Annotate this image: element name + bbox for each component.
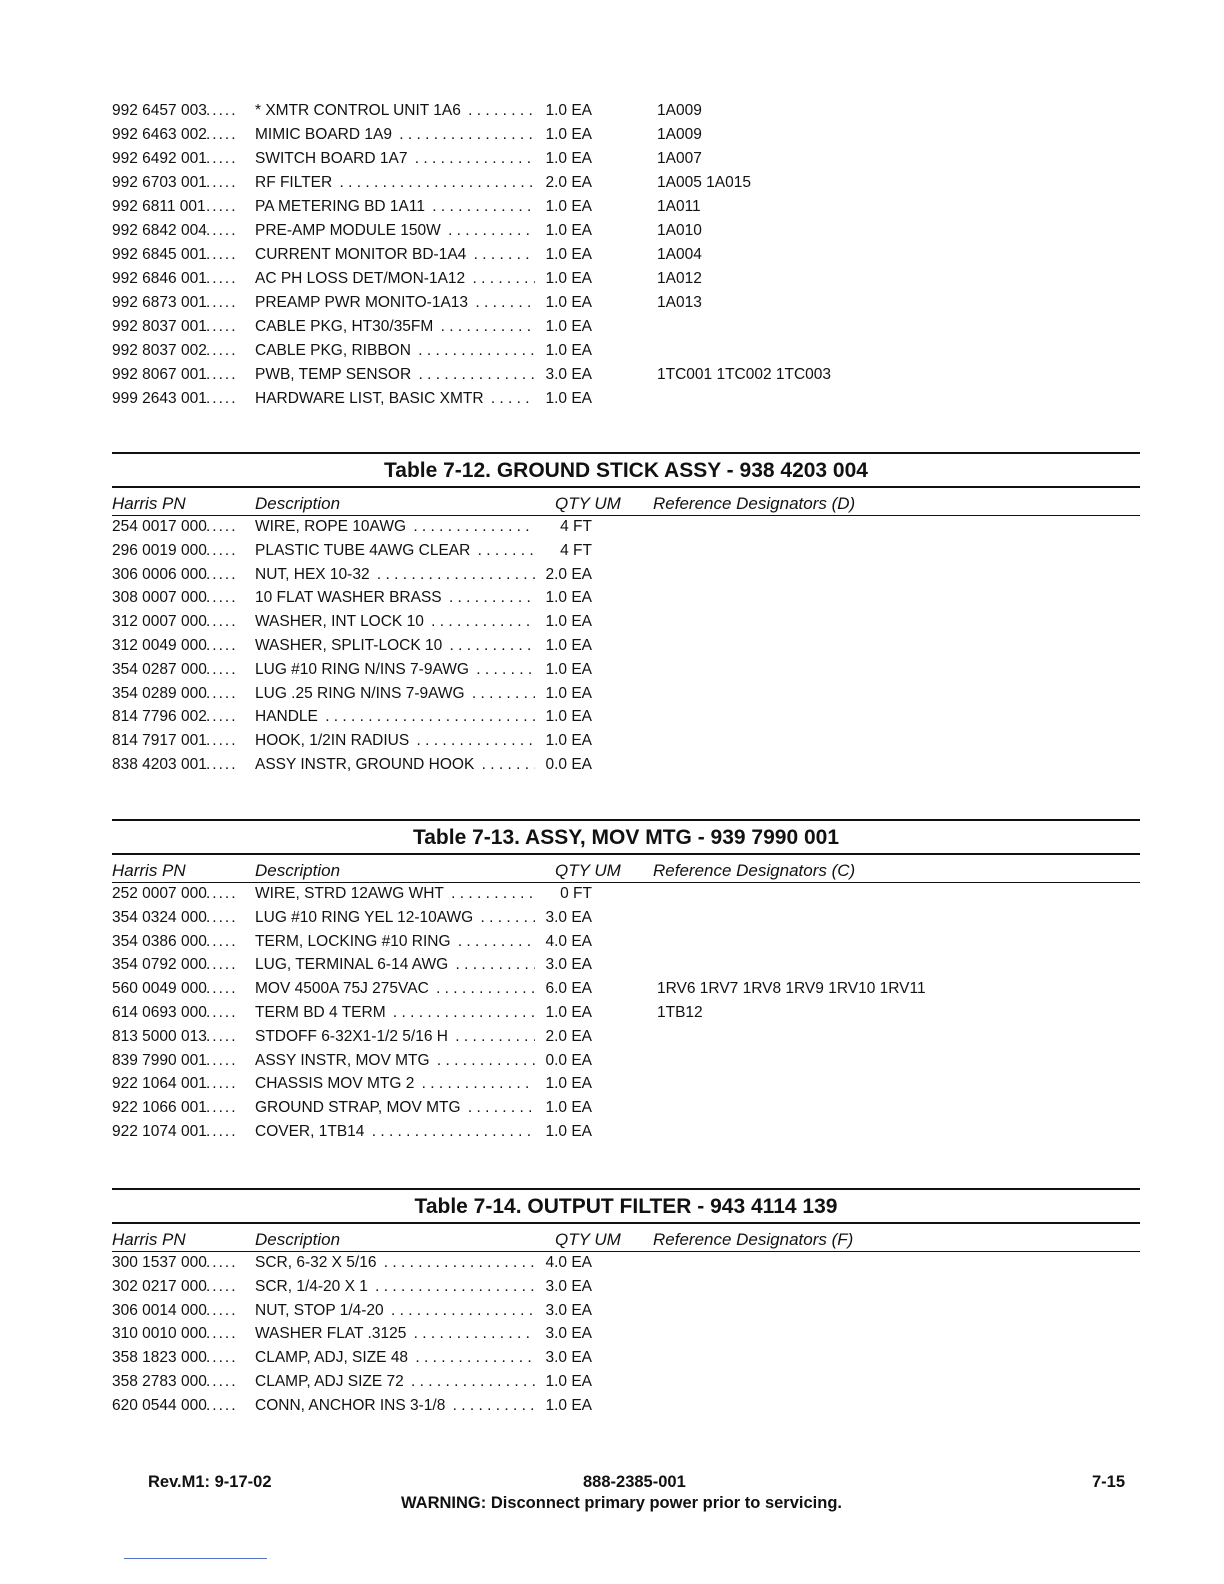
- dot-leader: .....: [206, 589, 238, 607]
- quantity: 3.0 EA: [545, 1349, 592, 1367]
- part-description: [255, 1275, 535, 1299]
- quantity: 1.0 EA: [545, 294, 592, 311]
- header-qty-um: QTY UM: [555, 494, 621, 513]
- dot-leader: .....: [206, 1277, 238, 1295]
- quantity: 4.0 EA: [545, 1254, 592, 1271]
- part-description-text: WASHER, INT LOCK 10: [255, 613, 427, 630]
- part-description-text: NUT, HEX 10-32: [255, 566, 373, 583]
- part-description: [255, 1370, 535, 1394]
- part-description: [255, 682, 535, 706]
- header-description: Description: [255, 861, 341, 880]
- part-description-text: HOOK, 1/2IN RADIUS: [255, 732, 412, 749]
- part-description: [255, 953, 535, 977]
- part-description: [255, 610, 535, 634]
- dot-leader: .....: [206, 708, 238, 726]
- part-description-text: TERM BD 4 TERM: [255, 1004, 389, 1021]
- dot-leader: .....: [206, 637, 238, 654]
- dot-leader: .....: [206, 956, 238, 974]
- part-number: 306 0006 000: [112, 565, 207, 583]
- part-description: [255, 1001, 535, 1025]
- part-number: 839 7990 001: [112, 1051, 207, 1069]
- part-description: [255, 1072, 535, 1096]
- quantity: 1.0 EA: [545, 270, 592, 287]
- dot-leader: .....: [206, 932, 238, 950]
- dot-leader: .....: [206, 294, 238, 311]
- reference-designators: 1A007: [657, 150, 702, 167]
- table-title-rule: [112, 486, 1140, 488]
- part-description: [255, 1346, 535, 1370]
- part-description-text: * XMTR CONTROL UNIT 1A6: [255, 102, 464, 119]
- dot-leader: .....: [206, 980, 238, 998]
- part-description: [255, 1096, 535, 1120]
- dot-leader: .....: [206, 1254, 238, 1271]
- table-title-rule: [112, 1222, 1140, 1224]
- dot-leader: .....: [206, 342, 238, 359]
- part-number: 354 0792 000: [112, 956, 207, 974]
- table-title: Table 7-12. GROUND STICK ASSY - 938 4203 004: [384, 459, 868, 482]
- dot-leader: .....: [206, 1349, 238, 1367]
- part-description-text: WASHER, SPLIT-LOCK 10: [255, 637, 445, 654]
- part-description: [255, 539, 535, 563]
- dot-leader: .....: [206, 684, 238, 702]
- quantity: 1.0 EA: [545, 390, 592, 407]
- quantity: 1.0 EA: [545, 660, 592, 678]
- header-harris-pn: Harris PN: [112, 494, 186, 513]
- part-description-text: CONN, ANCHOR INS 3-1/8: [255, 1397, 448, 1414]
- part-number: 992 6845 001: [112, 246, 207, 263]
- part-number: 306 0014 000: [112, 1301, 207, 1319]
- part-description: [255, 882, 535, 906]
- part-description-text: SCR, 1/4-20 X 1: [255, 1278, 371, 1295]
- part-description: [255, 291, 535, 315]
- header-reference-designators: Reference Designators (D): [653, 494, 856, 513]
- part-number: 614 0693 000: [112, 1004, 207, 1021]
- part-description: [255, 339, 535, 363]
- dot-leader: .....: [206, 126, 238, 143]
- dot-leader: .....: [206, 1027, 238, 1045]
- part-description-text: COVER, 1TB14: [255, 1123, 367, 1140]
- part-description: [255, 147, 535, 171]
- dot-leader: .....: [206, 366, 238, 383]
- dot-leader: .....: [206, 732, 238, 750]
- table-top-rule: [112, 452, 1140, 454]
- page-edge-mark: [124, 1558, 267, 1559]
- reference-designators: 1RV6 1RV7 1RV8 1RV9 1RV10 1RV11: [657, 980, 926, 998]
- part-description: [255, 906, 535, 930]
- part-description: [255, 1299, 535, 1323]
- reference-designators: 1A010: [657, 222, 702, 239]
- quantity: 4 FT: [560, 518, 592, 535]
- part-number: 992 6846 001: [112, 270, 207, 287]
- part-number: 992 6873 001: [112, 294, 207, 311]
- part-description: [255, 363, 535, 387]
- part-description: [255, 123, 535, 147]
- part-description-text: LUG #10 RING YEL 12-10AWG: [255, 909, 476, 926]
- dot-leader: .....: [206, 613, 238, 631]
- part-description-text: PWB, TEMP SENSOR: [255, 366, 414, 383]
- part-description: [255, 267, 535, 291]
- table-header: [112, 492, 1140, 516]
- header-harris-pn: Harris PN: [112, 1230, 186, 1249]
- part-number: 354 0324 000: [112, 908, 207, 926]
- quantity: 0.0 EA: [545, 756, 592, 773]
- quantity: 1.0 EA: [545, 198, 592, 215]
- part-description: [255, 243, 535, 267]
- part-description-text: CURRENT MONITOR BD-1A4: [255, 246, 469, 263]
- quantity: 3.0 EA: [545, 1325, 592, 1343]
- part-description-text: ASSY INSTR, GROUND HOOK: [255, 756, 477, 773]
- part-description-text: STDOFF 6-32X1-1/2 5/16 H: [255, 1028, 451, 1045]
- part-description-text: CLAMP, ADJ SIZE 72: [255, 1373, 407, 1390]
- part-description-text: LUG .25 RING N/INS 7-9AWG: [255, 685, 468, 702]
- quantity: 1.0 EA: [545, 318, 592, 335]
- part-number: 992 6492 001: [112, 150, 207, 167]
- part-description-text: HANDLE: [255, 708, 321, 725]
- quantity: 1.0 EA: [545, 1373, 592, 1390]
- dot-leader: .....: [206, 270, 238, 287]
- part-description: [255, 387, 535, 411]
- quantity: 6.0 EA: [545, 980, 592, 998]
- part-description-text: MOV 4500A 75J 275VAC: [255, 980, 432, 997]
- header-qty-um: QTY UM: [555, 1230, 621, 1249]
- part-number: 992 6811 001: [112, 198, 206, 215]
- part-description: [255, 753, 535, 777]
- quantity: 1.0 EA: [545, 150, 592, 167]
- dot-leader: .....: [206, 1396, 238, 1414]
- reference-designators: 1A013: [657, 294, 702, 311]
- reference-designators: 1A004: [657, 246, 702, 263]
- part-description-text: RF FILTER: [255, 174, 335, 191]
- part-number: 838 4203 001: [112, 756, 207, 773]
- dot-leader: .....: [206, 756, 238, 773]
- part-number: 252 0007 000: [112, 885, 207, 902]
- part-description-text: SWITCH BOARD 1A7: [255, 150, 410, 167]
- quantity: 4.0 EA: [545, 932, 592, 950]
- part-number: 560 0049 000: [112, 980, 207, 998]
- part-number: 992 6703 001: [112, 174, 207, 191]
- quantity: 2.0 EA: [545, 174, 592, 191]
- part-number: 992 8037 002: [112, 342, 207, 359]
- quantity: 1.0 EA: [545, 637, 592, 654]
- reference-designators: 1A009: [657, 126, 702, 143]
- quantity: 3.0 EA: [545, 1301, 592, 1319]
- header-description: Description: [255, 1230, 341, 1249]
- dot-leader: .....: [206, 150, 238, 167]
- dot-leader: .....: [206, 390, 238, 407]
- table-title-rule: [112, 853, 1140, 855]
- dot-leader: .....: [206, 1004, 238, 1021]
- dot-leader: .....: [206, 1373, 238, 1390]
- part-description-text: MIMIC BOARD 1A9: [255, 126, 395, 143]
- part-number: 813 5000 013: [112, 1027, 207, 1045]
- part-description: [255, 195, 535, 219]
- part-description: [255, 977, 535, 1001]
- quantity: 0.0 EA: [545, 1051, 592, 1069]
- part-description-text: LUG #10 RING N/INS 7-9AWG: [255, 661, 472, 678]
- part-number: 296 0019 000: [112, 541, 207, 559]
- header-reference-designators: Reference Designators (C): [653, 861, 856, 880]
- part-description-text: PA METERING BD 1A11: [255, 198, 428, 215]
- quantity: 1.0 EA: [545, 126, 592, 143]
- reference-designators: 1TC001 1TC002 1TC003: [657, 366, 832, 383]
- part-number: 308 0007 000: [112, 589, 207, 607]
- quantity: 1.0 EA: [545, 589, 592, 607]
- dot-leader: .....: [206, 1325, 238, 1343]
- reference-designators: 1A011: [657, 198, 701, 215]
- part-description: [255, 99, 535, 123]
- part-description-text: AC PH LOSS DET/MON-1A12: [255, 270, 468, 287]
- quantity: 3.0 EA: [545, 956, 592, 974]
- part-description-text: SCR, 6-32 X 5/16: [255, 1254, 379, 1271]
- part-description-text: CABLE PKG, HT30/35FM: [255, 318, 436, 335]
- part-number: 814 7917 001: [112, 732, 207, 750]
- part-number: 992 6842 004: [112, 222, 207, 239]
- part-number: 354 0287 000: [112, 660, 207, 678]
- part-description-text: ASSY INSTR, MOV MTG: [255, 1052, 433, 1069]
- part-number: 358 2783 000: [112, 1373, 207, 1390]
- header-description: Description: [255, 494, 341, 513]
- table-title: Table 7-13. ASSY, MOV MTG - 939 7990 001: [412, 826, 840, 849]
- quantity: 1.0 EA: [545, 1075, 592, 1093]
- part-number: 358 1823 000: [112, 1349, 207, 1367]
- dot-leader: .....: [206, 908, 238, 926]
- part-number: 922 1074 001: [112, 1123, 207, 1140]
- part-description: [255, 1025, 535, 1049]
- table-header: [112, 1228, 1140, 1252]
- part-description-text: WIRE, ROPE 10AWG: [255, 518, 409, 535]
- part-number: 354 0386 000: [112, 932, 207, 950]
- part-number: 992 8067 001: [112, 366, 207, 383]
- part-number: 312 0049 000: [112, 637, 207, 654]
- part-description-text: HARDWARE LIST, BASIC XMTR: [255, 390, 487, 407]
- reference-designators: 1A012: [657, 270, 702, 287]
- part-description-text: WASHER FLAT .3125: [255, 1325, 409, 1342]
- part-description: [255, 1120, 535, 1144]
- quantity: 1.0 EA: [545, 222, 592, 239]
- quantity: 1.0 EA: [545, 246, 592, 263]
- part-number: 992 8037 001: [112, 318, 207, 335]
- quantity: 1.0 EA: [545, 684, 592, 702]
- dot-leader: .....: [206, 1099, 238, 1117]
- quantity: 3.0 EA: [545, 1277, 592, 1295]
- dot-leader: .....: [206, 1075, 238, 1093]
- part-number: 312 0007 000: [112, 613, 207, 631]
- revision-label: Rev.M1: 9-17-02: [148, 1473, 272, 1491]
- header-harris-pn: Harris PN: [112, 861, 186, 880]
- quantity: 2.0 EA: [545, 565, 592, 583]
- quantity: 1.0 EA: [545, 1099, 592, 1117]
- part-description: [255, 219, 535, 243]
- table-title: Table 7-14. OUTPUT FILTER - 943 4114 139: [414, 1195, 838, 1218]
- quantity: 1.0 EA: [545, 342, 592, 359]
- part-description: [255, 658, 535, 682]
- part-description: [255, 171, 535, 195]
- part-description-text: CABLE PKG, RIBBON: [255, 342, 414, 359]
- quantity: 1.0 EA: [545, 1123, 592, 1140]
- part-description: [255, 586, 535, 610]
- part-description-text: PLASTIC TUBE 4AWG CLEAR: [255, 542, 473, 559]
- dot-leader: .....: [206, 174, 238, 191]
- document-number: 888-2385-001: [583, 1473, 686, 1491]
- part-description: [255, 705, 535, 729]
- dot-leader: .....: [206, 1051, 238, 1069]
- part-description: [255, 1322, 535, 1346]
- part-description-text: WIRE, STRD 12AWG WHT: [255, 885, 447, 902]
- table-header: [112, 859, 1140, 883]
- part-description-text: CHASSIS MOV MTG 2: [255, 1075, 417, 1092]
- reference-designators: 1TB12: [657, 1004, 703, 1021]
- table-top-rule: [112, 819, 1140, 821]
- quantity: 1.0 EA: [545, 708, 592, 726]
- part-description: [255, 1049, 535, 1073]
- quantity: 1.0 EA: [545, 1004, 592, 1021]
- quantity: 0 FT: [560, 885, 592, 902]
- dot-leader: .....: [206, 565, 238, 583]
- part-number: 300 1537 000: [112, 1254, 207, 1271]
- part-number: 999 2643 001: [112, 390, 207, 407]
- quantity: 4 FT: [560, 541, 592, 559]
- part-description: [255, 1394, 535, 1418]
- part-description-text: TERM, LOCKING #10 RING: [255, 933, 454, 950]
- reference-designators: 1A005 1A015: [657, 174, 751, 191]
- part-description: [255, 563, 535, 587]
- part-number: 254 0017 000: [112, 518, 207, 535]
- dot-leader: .....: [206, 102, 238, 119]
- quantity: 1.0 EA: [545, 1396, 592, 1414]
- part-number: 310 0010 000: [112, 1325, 207, 1343]
- part-description-text: LUG, TERMINAL 6-14 AWG: [255, 956, 451, 973]
- quantity: 1.0 EA: [545, 732, 592, 750]
- part-description: [255, 1251, 535, 1275]
- dot-leader: .....: [206, 246, 238, 263]
- part-number: 922 1066 001: [112, 1099, 207, 1117]
- quantity: 3.0 EA: [545, 366, 592, 383]
- header-reference-designators: Reference Designators (F): [653, 1230, 854, 1249]
- part-number: 302 0217 000: [112, 1277, 207, 1295]
- part-description-text: PRE-AMP MODULE 150W: [255, 222, 444, 239]
- header-qty-um: QTY UM: [555, 861, 621, 880]
- dot-leader: .....: [206, 885, 238, 902]
- dot-leader: .....: [206, 318, 238, 335]
- part-description-text: GROUND STRAP, MOV MTG: [255, 1099, 464, 1116]
- part-description: [255, 315, 535, 339]
- dot-leader: .....: [206, 222, 238, 239]
- part-number: 992 6457 003: [112, 102, 207, 119]
- reference-designators: 1A009: [657, 102, 702, 119]
- dot-leader: .....: [206, 1301, 238, 1319]
- part-description: [255, 930, 535, 954]
- dot-leader: .....: [206, 518, 238, 535]
- part-description-text: 10 FLAT WASHER BRASS: [255, 589, 445, 606]
- quantity: 1.0 EA: [545, 613, 592, 631]
- part-number: 992 6463 002: [112, 126, 207, 143]
- part-description: [255, 729, 535, 753]
- part-description-text: CLAMP, ADJ, SIZE 48: [255, 1349, 411, 1366]
- part-description: [255, 515, 535, 539]
- dot-leader: .....: [206, 541, 238, 559]
- part-number: 814 7796 002: [112, 708, 207, 726]
- dot-leader: .....: [206, 198, 238, 215]
- warning-text: WARNING: Disconnect primary power prior to servicing.: [401, 1494, 842, 1512]
- part-description: [255, 634, 535, 658]
- part-number: 620 0544 000: [112, 1396, 207, 1414]
- part-number: 354 0289 000: [112, 684, 207, 702]
- dot-leader: .....: [206, 1123, 238, 1140]
- quantity: 2.0 EA: [545, 1027, 592, 1045]
- page-number: 7-15: [1092, 1473, 1126, 1491]
- part-description-text: PREAMP PWR MONITO-1A13: [255, 294, 471, 311]
- part-description-text: NUT, STOP 1/4-20: [255, 1302, 387, 1319]
- quantity: 1.0 EA: [545, 102, 592, 119]
- table-top-rule: [112, 1188, 1140, 1190]
- dot-leader: .....: [206, 660, 238, 678]
- part-number: 922 1064 001: [112, 1075, 207, 1093]
- quantity: 3.0 EA: [545, 908, 592, 926]
